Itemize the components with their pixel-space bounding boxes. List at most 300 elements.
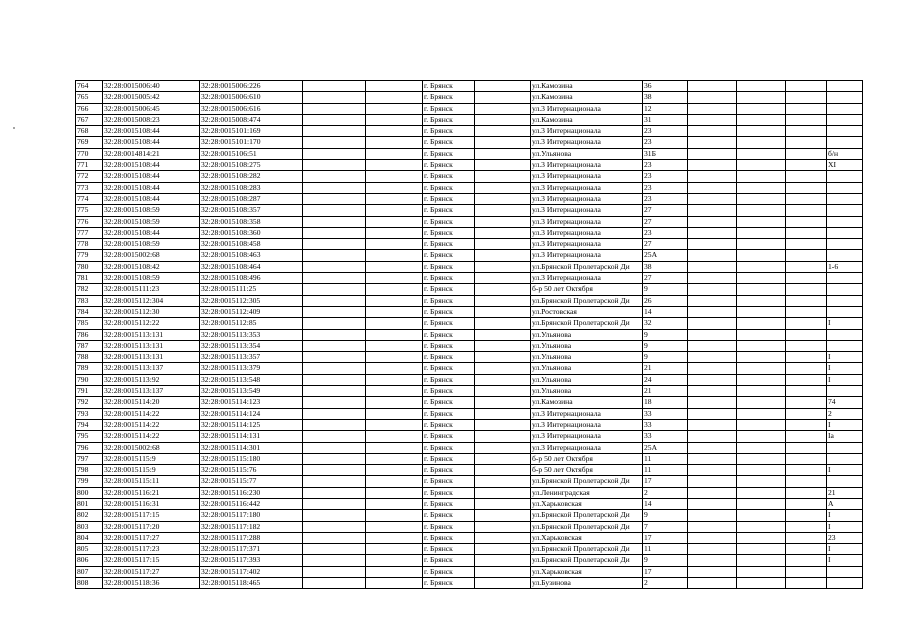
empty-cell-cell (366, 521, 423, 532)
street-cell: б-р 50 лет Октября (531, 284, 643, 295)
empty-cell-cell (786, 261, 827, 272)
source-cadastral-number-cell: 32:28:0015115:11 (103, 476, 200, 487)
empty-cell-cell (737, 273, 786, 284)
empty-cell-cell (366, 352, 423, 363)
cadastral-number-cell: 32:28:0015116:230 (200, 487, 303, 498)
empty-cell-cell (303, 137, 366, 148)
room-number-cell: I (827, 465, 863, 476)
house-number-cell: 9 (643, 510, 688, 521)
empty-cell-cell (303, 239, 366, 250)
street-cell: ул.Ульянова (531, 374, 643, 385)
table-row (76, 137, 863, 148)
table-row (76, 103, 863, 114)
city-cell: г. Брянск (423, 126, 475, 137)
empty-cell-cell (475, 216, 531, 227)
source-cadastral-number-cell: 32:28:0015108:44 (103, 126, 200, 137)
empty-cell-cell (366, 453, 423, 464)
empty-cell-cell (303, 171, 366, 182)
empty-cell-cell (786, 239, 827, 250)
empty-cell-cell (786, 227, 827, 238)
empty-cell-cell (366, 487, 423, 498)
empty-cell-cell (366, 261, 423, 272)
house-number-cell: 14 (643, 306, 688, 317)
room-number-cell (827, 250, 863, 261)
empty-cell-cell (786, 216, 827, 227)
street-cell: ул.3 Интернационала (531, 205, 643, 216)
empty-cell-cell (786, 374, 827, 385)
row-number-cell: 792 (76, 397, 103, 408)
cadastral-number-cell: 32:28:0015117:393 (200, 555, 303, 566)
empty-cell-cell (303, 148, 366, 159)
empty-cell-cell (475, 386, 531, 397)
cadastral-number-cell: 32:28:0015113:548 (200, 374, 303, 385)
row-number-cell: 795 (76, 431, 103, 442)
empty-cell-cell (786, 386, 827, 397)
empty-cell-cell (366, 566, 423, 577)
empty-cell-cell (303, 397, 366, 408)
empty-cell-cell (303, 555, 366, 566)
row-number-cell: 771 (76, 160, 103, 171)
house-number-cell: 33 (643, 408, 688, 419)
room-number-cell (827, 284, 863, 295)
empty-cell-cell (737, 419, 786, 430)
empty-cell-cell (786, 306, 827, 317)
empty-cell-cell (475, 205, 531, 216)
empty-cell-cell (688, 205, 737, 216)
room-number-cell: 1-6 (827, 261, 863, 272)
city-cell: г. Брянск (423, 566, 475, 577)
empty-cell-cell (786, 578, 827, 589)
table-row (76, 578, 863, 589)
city-cell: г. Брянск (423, 284, 475, 295)
empty-cell-cell (475, 148, 531, 159)
table-row (76, 92, 863, 103)
empty-cell-cell (737, 216, 786, 227)
room-number-cell (827, 205, 863, 216)
registry-rows (76, 81, 863, 589)
city-cell: г. Брянск (423, 137, 475, 148)
empty-cell-cell (475, 532, 531, 543)
empty-cell-cell (303, 114, 366, 125)
empty-cell-cell (786, 532, 827, 543)
empty-cell-cell (475, 261, 531, 272)
empty-cell-cell (786, 182, 827, 193)
empty-cell-cell (688, 465, 737, 476)
street-cell: ул.3 Интернационала (531, 431, 643, 442)
empty-cell-cell (737, 532, 786, 543)
empty-cell-cell (786, 137, 827, 148)
table-row (76, 126, 863, 137)
empty-cell-cell (786, 352, 827, 363)
table-row (76, 329, 863, 340)
empty-cell-cell (786, 476, 827, 487)
empty-cell-cell (737, 487, 786, 498)
empty-cell-cell (737, 126, 786, 137)
empty-cell-cell (303, 340, 366, 351)
table-row (76, 386, 863, 397)
cadastral-number-cell: 32:28:0015108:282 (200, 171, 303, 182)
city-cell: г. Брянск (423, 419, 475, 430)
empty-cell-cell (303, 352, 366, 363)
empty-cell-cell (737, 352, 786, 363)
source-cadastral-number-cell: 32:28:0015111:23 (103, 284, 200, 295)
row-number-cell: 768 (76, 126, 103, 137)
street-cell: ул.3 Интернационала (531, 239, 643, 250)
house-number-cell: 9 (643, 352, 688, 363)
empty-cell-cell (303, 442, 366, 453)
empty-cell-cell (303, 498, 366, 509)
empty-cell-cell (303, 126, 366, 137)
room-number-cell: I (827, 419, 863, 430)
empty-cell-cell (737, 465, 786, 476)
empty-cell-cell (475, 160, 531, 171)
source-cadastral-number-cell: 32:28:0015117:15 (103, 510, 200, 521)
empty-cell-cell (303, 476, 366, 487)
cadastral-number-cell: 32:28:0015112:409 (200, 306, 303, 317)
empty-cell-cell (366, 126, 423, 137)
row-number-cell: 808 (76, 578, 103, 589)
empty-cell-cell (475, 295, 531, 306)
street-cell: ул.Ульянова (531, 352, 643, 363)
city-cell: г. Брянск (423, 318, 475, 329)
cadastral-number-cell: 32:28:0015117:180 (200, 510, 303, 521)
city-cell: г. Брянск (423, 329, 475, 340)
empty-cell-cell (737, 239, 786, 250)
house-number-cell: 23 (643, 126, 688, 137)
empty-cell-cell (475, 329, 531, 340)
empty-cell-cell (303, 521, 366, 532)
street-cell: ул.Камозина (531, 81, 643, 92)
empty-cell-cell (786, 126, 827, 137)
empty-cell-cell (366, 544, 423, 555)
source-cadastral-number-cell: 32:28:0015108:44 (103, 193, 200, 204)
empty-cell-cell (475, 182, 531, 193)
room-number-cell: XI (827, 160, 863, 171)
source-cadastral-number-cell: 32:28:0015002:68 (103, 250, 200, 261)
empty-cell-cell (688, 419, 737, 430)
street-cell: ул.Бузинова (531, 578, 643, 589)
street-cell: ул.3 Интернационала (531, 126, 643, 137)
empty-cell-cell (475, 476, 531, 487)
house-number-cell: 9 (643, 340, 688, 351)
house-number-cell: 11 (643, 453, 688, 464)
table-row (76, 261, 863, 272)
row-number-cell: 780 (76, 261, 103, 272)
empty-cell-cell (366, 137, 423, 148)
empty-cell-cell (737, 250, 786, 261)
cadastral-number-cell: 32:28:0015108:357 (200, 205, 303, 216)
city-cell: г. Брянск (423, 239, 475, 250)
empty-cell-cell (475, 566, 531, 577)
house-number-cell: 9 (643, 284, 688, 295)
city-cell: г. Брянск (423, 532, 475, 543)
source-cadastral-number-cell: 32:28:0015114:22 (103, 431, 200, 442)
row-number-cell: 785 (76, 318, 103, 329)
empty-cell-cell (737, 340, 786, 351)
empty-cell-cell (475, 521, 531, 532)
empty-cell-cell (688, 510, 737, 521)
empty-cell-cell (786, 295, 827, 306)
table-row (76, 160, 863, 171)
row-number-cell: 773 (76, 182, 103, 193)
row-number-cell: 791 (76, 386, 103, 397)
empty-cell-cell (303, 374, 366, 385)
row-number-cell: 778 (76, 239, 103, 250)
cadastral-number-cell: 32:28:0015108:463 (200, 250, 303, 261)
empty-cell-cell (786, 329, 827, 340)
city-cell: г. Брянск (423, 498, 475, 509)
empty-cell-cell (303, 544, 366, 555)
cadastral-number-cell: 32:28:0015108:464 (200, 261, 303, 272)
cadastral-number-cell: 32:28:0015112:85 (200, 318, 303, 329)
house-number-cell: 23 (643, 193, 688, 204)
empty-cell-cell (475, 397, 531, 408)
room-number-cell: б/н (827, 148, 863, 159)
cadastral-number-cell: 32:28:0015113:379 (200, 363, 303, 374)
city-cell: г. Брянск (423, 216, 475, 227)
empty-cell-cell (786, 363, 827, 374)
empty-cell-cell (303, 250, 366, 261)
empty-cell-cell (303, 386, 366, 397)
empty-cell-cell (737, 363, 786, 374)
empty-cell-cell (366, 250, 423, 261)
empty-cell-cell (688, 521, 737, 532)
empty-cell-cell (688, 126, 737, 137)
empty-cell-cell (366, 318, 423, 329)
empty-cell-cell (737, 261, 786, 272)
city-cell: г. Брянск (423, 114, 475, 125)
table-row (76, 193, 863, 204)
house-number-cell: 31Б (643, 148, 688, 159)
empty-cell-cell (786, 521, 827, 532)
empty-cell-cell (737, 193, 786, 204)
city-cell: г. Брянск (423, 431, 475, 442)
source-cadastral-number-cell: 32:28:0015112:22 (103, 318, 200, 329)
city-cell: г. Брянск (423, 148, 475, 159)
street-cell: ул.Ульянова (531, 329, 643, 340)
street-cell: ул.3 Интернационала (531, 419, 643, 430)
city-cell: г. Брянск (423, 250, 475, 261)
city-cell: г. Брянск (423, 81, 475, 92)
row-number-cell: 797 (76, 453, 103, 464)
empty-cell-cell (366, 510, 423, 521)
street-cell: б-р 50 лет Октября (531, 453, 643, 464)
empty-cell-cell (688, 442, 737, 453)
table-row (76, 216, 863, 227)
empty-cell-cell (366, 498, 423, 509)
empty-cell-cell (366, 284, 423, 295)
table-row (76, 419, 863, 430)
house-number-cell: 27 (643, 239, 688, 250)
empty-cell-cell (475, 81, 531, 92)
row-number-cell: 765 (76, 92, 103, 103)
empty-cell-cell (688, 544, 737, 555)
empty-cell-cell (786, 498, 827, 509)
house-number-cell: 21 (643, 386, 688, 397)
house-number-cell: 25А (643, 442, 688, 453)
room-number-cell (827, 239, 863, 250)
empty-cell-cell (303, 216, 366, 227)
row-number-cell: 776 (76, 216, 103, 227)
source-cadastral-number-cell: 32:28:0015108:59 (103, 216, 200, 227)
source-cadastral-number-cell: 32:28:0015114:22 (103, 408, 200, 419)
empty-cell-cell (366, 239, 423, 250)
city-cell: г. Брянск (423, 465, 475, 476)
empty-cell-cell (475, 171, 531, 182)
empty-cell-cell (366, 148, 423, 159)
source-cadastral-number-cell: 32:28:0015113:131 (103, 352, 200, 363)
city-cell: г. Брянск (423, 397, 475, 408)
room-number-cell: I (827, 510, 863, 521)
empty-cell-cell (688, 397, 737, 408)
row-number-cell: 786 (76, 329, 103, 340)
empty-cell-cell (737, 408, 786, 419)
room-number-cell (827, 216, 863, 227)
city-cell: г. Брянск (423, 340, 475, 351)
empty-cell-cell (737, 510, 786, 521)
street-cell: ул.Ульянова (531, 363, 643, 374)
street-cell: ул.Ленинградская (531, 487, 643, 498)
house-number-cell: 23 (643, 171, 688, 182)
empty-cell-cell (688, 578, 737, 589)
row-number-cell: 788 (76, 352, 103, 363)
house-number-cell: 27 (643, 205, 688, 216)
street-cell: ул.Брянской Пролетарской Ди (531, 510, 643, 521)
empty-cell-cell (688, 532, 737, 543)
house-number-cell: 17 (643, 476, 688, 487)
empty-cell-cell (688, 329, 737, 340)
house-number-cell: 38 (643, 92, 688, 103)
street-cell: ул.3 Интернационала (531, 171, 643, 182)
row-number-cell: 777 (76, 227, 103, 238)
row-number-cell: 779 (76, 250, 103, 261)
empty-cell-cell (688, 453, 737, 464)
empty-cell-cell (475, 92, 531, 103)
empty-cell-cell (737, 137, 786, 148)
cadastral-number-cell: 32:28:0015114:124 (200, 408, 303, 419)
street-cell: ул.Ульянова (531, 340, 643, 351)
row-number-cell: 775 (76, 205, 103, 216)
street-cell: ул.Брянской Пролетарской Ди (531, 318, 643, 329)
street-cell: ул.3 Интернационала (531, 273, 643, 284)
empty-cell-cell (475, 363, 531, 374)
city-cell: г. Брянск (423, 487, 475, 498)
empty-cell-cell (475, 103, 531, 114)
room-number-cell: А (827, 498, 863, 509)
empty-cell-cell (786, 453, 827, 464)
empty-cell-cell (786, 555, 827, 566)
house-number-cell: 2 (643, 578, 688, 589)
empty-cell-cell (303, 465, 366, 476)
room-number-cell (827, 566, 863, 577)
empty-cell-cell (303, 227, 366, 238)
room-number-cell (827, 453, 863, 464)
table-row (76, 510, 863, 521)
empty-cell-cell (737, 386, 786, 397)
source-cadastral-number-cell: 32:28:0015117:27 (103, 566, 200, 577)
empty-cell-cell (737, 92, 786, 103)
row-number-cell: 772 (76, 171, 103, 182)
room-number-cell (827, 386, 863, 397)
empty-cell-cell (303, 408, 366, 419)
row-number-cell: 783 (76, 295, 103, 306)
source-cadastral-number-cell: 32:28:0015006:45 (103, 103, 200, 114)
house-number-cell: 23 (643, 227, 688, 238)
empty-cell-cell (737, 148, 786, 159)
empty-cell-cell (303, 318, 366, 329)
street-cell: ул.Харьковская (531, 532, 643, 543)
table-row (76, 239, 863, 250)
row-number-cell: 798 (76, 465, 103, 476)
row-number-cell: 796 (76, 442, 103, 453)
empty-cell-cell (737, 329, 786, 340)
empty-cell-cell (475, 465, 531, 476)
source-cadastral-number-cell: 32:28:0015118:36 (103, 578, 200, 589)
house-number-cell: 14 (643, 498, 688, 509)
empty-cell-cell (786, 442, 827, 453)
empty-cell-cell (475, 352, 531, 363)
house-number-cell: 17 (643, 566, 688, 577)
table-row (76, 182, 863, 193)
street-cell: ул.Камозина (531, 397, 643, 408)
empty-cell-cell (366, 306, 423, 317)
empty-cell-cell (475, 419, 531, 430)
empty-cell-cell (737, 318, 786, 329)
house-number-cell: 17 (643, 532, 688, 543)
source-cadastral-number-cell: 32:28:0015117:23 (103, 544, 200, 555)
empty-cell-cell (786, 465, 827, 476)
empty-cell-cell (786, 284, 827, 295)
empty-cell-cell (366, 92, 423, 103)
room-number-cell (827, 340, 863, 351)
cadastral-number-cell: 32:28:0015112:305 (200, 295, 303, 306)
source-cadastral-number-cell: 32:28:0015108:59 (103, 205, 200, 216)
empty-cell-cell (737, 103, 786, 114)
empty-cell-cell (786, 205, 827, 216)
source-cadastral-number-cell: 32:28:0015108:44 (103, 160, 200, 171)
empty-cell-cell (475, 453, 531, 464)
empty-cell-cell (786, 340, 827, 351)
street-cell: ул.3 Интернационала (531, 408, 643, 419)
source-cadastral-number-cell: 32:28:0015108:44 (103, 171, 200, 182)
room-number-cell: I (827, 374, 863, 385)
table-row (76, 555, 863, 566)
street-cell: ул.Харьковская (531, 566, 643, 577)
room-number-cell (827, 137, 863, 148)
empty-cell-cell (737, 171, 786, 182)
empty-cell-cell (366, 295, 423, 306)
empty-cell-cell (475, 408, 531, 419)
empty-cell-cell (366, 182, 423, 193)
empty-cell-cell (688, 81, 737, 92)
house-number-cell: 9 (643, 555, 688, 566)
empty-cell-cell (303, 510, 366, 521)
city-cell: г. Брянск (423, 363, 475, 374)
source-cadastral-number-cell: 32:28:0015113:131 (103, 340, 200, 351)
registry-table (75, 80, 863, 589)
city-cell: г. Брянск (423, 408, 475, 419)
source-cadastral-number-cell: 32:28:0015114:22 (103, 419, 200, 430)
empty-cell-cell (366, 340, 423, 351)
empty-cell-cell (737, 498, 786, 509)
house-number-cell: 24 (643, 374, 688, 385)
room-number-cell (827, 171, 863, 182)
empty-cell-cell (688, 182, 737, 193)
empty-cell-cell (737, 306, 786, 317)
house-number-cell: 31 (643, 114, 688, 125)
row-number-cell: 802 (76, 510, 103, 521)
empty-cell-cell (688, 498, 737, 509)
